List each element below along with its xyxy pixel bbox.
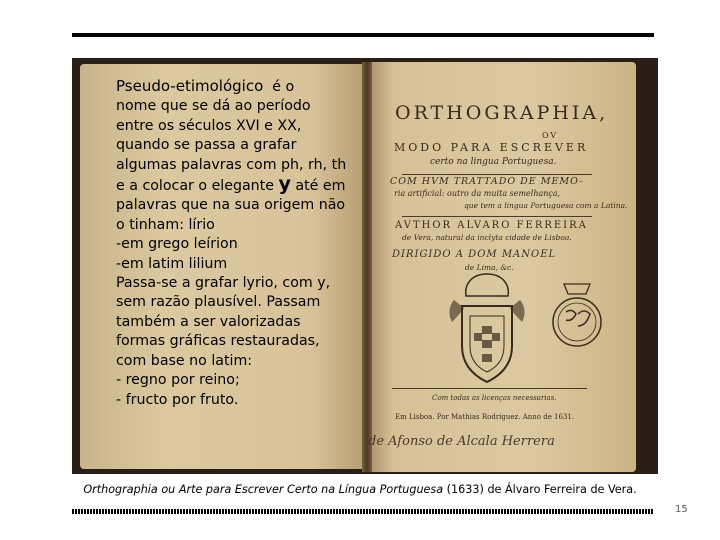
coat-of-arms-icon	[442, 270, 532, 390]
text-line: sem razão plausível. Passam	[116, 294, 321, 311]
top-rule	[72, 33, 654, 37]
book-author-origin: de Vera, natural da inclyta cidade de Lisboa.	[402, 233, 572, 242]
book-dedication: DIRIGIDO A DOM MANOEL	[392, 249, 557, 260]
library-stamp-icon	[542, 274, 612, 354]
book-ria: ria artificial: outro da muita semelhança,	[394, 189, 561, 198]
title-divider	[402, 174, 592, 175]
text-line: nome que se dá ao período	[116, 98, 311, 115]
heading: Pseudo-etimológico	[116, 77, 264, 95]
text-line: -em latim lilium	[116, 255, 228, 272]
text-line: formas gráficas restauradas,	[116, 333, 320, 350]
handwritten-signature: de Afonso de Alcala Herrera	[368, 434, 555, 449]
y-letter: y	[278, 173, 291, 196]
book-ou: OV	[542, 131, 559, 140]
page-number: 15	[675, 504, 688, 515]
y-line	[116, 175, 366, 196]
book-certo: certo na lingua Portuguesa.	[430, 157, 557, 167]
text-line: Passa-se a grafar lyrio, com y,	[116, 275, 331, 292]
figure-caption	[0, 483, 720, 496]
book-photo	[72, 58, 658, 474]
book-tem: que tem a lingua Portuguesa com a Latina.	[464, 201, 628, 210]
text-line: entre os séculos XVI e XX,	[116, 117, 302, 134]
book-trattado: COM HVM TRATTADO DE MEMO-	[390, 176, 584, 187]
text-line: palavras que na sua origem não	[116, 197, 346, 214]
book-title: ORTHOGRAPHIA,	[395, 102, 609, 124]
book-author: AVTHOR ALVARO FERREIRA	[395, 220, 588, 231]
text-line: - regno por reino;	[116, 372, 240, 389]
book-imprint: Em Lisboa. Por Mathias Rodriguez. Anno de 1631.	[395, 413, 575, 421]
text-line: com base no latim:	[116, 352, 253, 369]
y-line-before: e a colocar o elegante	[116, 178, 274, 195]
book-dedication-sub: de Lima, &c.	[465, 263, 514, 272]
imprint-divider	[392, 388, 587, 389]
caption-connector: de	[487, 483, 502, 496]
text-line: - fructo por fruto.	[116, 391, 239, 408]
heading-suffix: é o	[272, 79, 295, 95]
text-line: o tinham: lírio	[116, 216, 215, 233]
text-line: quando se passa a grafar	[116, 137, 297, 154]
y-line-after: até em	[295, 178, 346, 195]
text-line: algumas palavras com ph, rh, th	[116, 156, 347, 173]
bottom-rule	[72, 509, 654, 514]
caption-title: Orthographia ou Arte para Escrever Certo na Língua Portuguesa	[83, 483, 444, 496]
caption-year: (1633)	[446, 483, 484, 496]
overlay-text	[116, 77, 366, 410]
heading-line	[116, 77, 366, 97]
book-licenses: Com todas as licenças necessarias.	[432, 394, 557, 402]
caption-author: Álvaro Ferreira de Vera.	[504, 483, 637, 496]
title-divider	[402, 216, 592, 217]
text-line: -em grego leírion	[116, 236, 238, 253]
book-subtitle: MODO PARA ESCREVER	[394, 141, 589, 154]
text-line: também a ser valorizadas	[116, 313, 301, 330]
